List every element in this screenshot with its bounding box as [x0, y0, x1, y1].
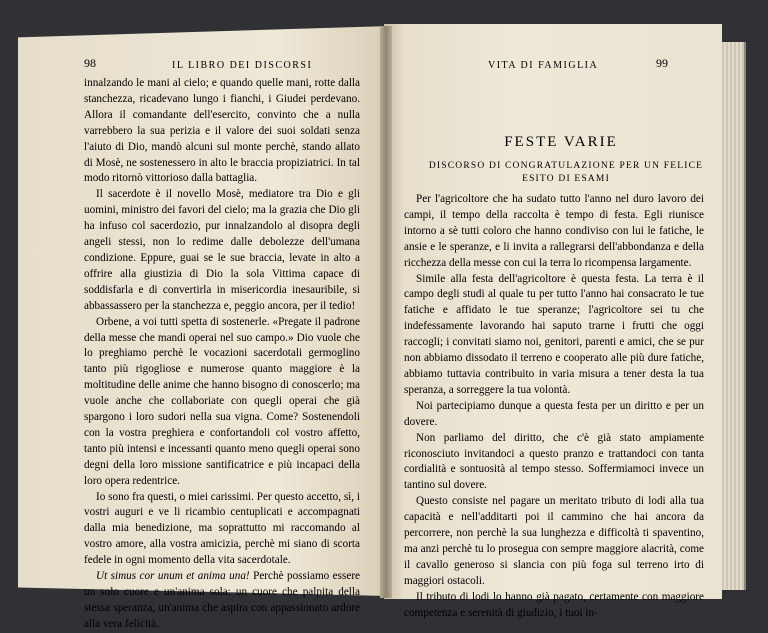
- right-paragraph: Il tributo di lodi lo hanno già pagato, certamente con maggiore competenza e serenità di giudizio, i tuoi in-: [404, 590, 704, 619]
- left-page-number: 98: [84, 56, 96, 70]
- right-page-number: 99: [656, 56, 668, 70]
- right-paragraph: Questo consiste nel pagare un meritato tributo di lodi alla tua capacità e nell'additarti poi il cammino che hai ancora da percorrere, non perchè la sua lunghezza e difficoltà ti spaventino, ma anzi perchè tu lo prosegua con sempre maggiore alacrità, come il cavallo generoso si slancia con più foga sul terreno irto di maggiori ostacoli.: [404, 495, 704, 587]
- left-paragraph: Il sacerdote è il novello Mosè, mediatore tra Dio e gli uomini, ministro dei favori del cielo; ma la grazia che Dio gli ha infuso col sacerdozio, pur innalzandolo al disopra degli angeli stessi, non lo redime dalle debolezze dell'umana condizione. Eppure, guai se le sue braccia, levate in alto a offrire alla giustizia di Dio la sola Vittima capace di soddisfarla e di convertirla in misericordia inesauribile, si abbassassero per la stanchezza e, peggio ancora, per il tedio!: [84, 188, 360, 312]
- page-stack-edge: [722, 42, 746, 590]
- book-gutter: [380, 26, 392, 598]
- left-paragraph: Io sono fra questi, o miei carissimi. Per questo accetto, sì, i vostri auguri e ve li ricambio centuplicati e accompagnati dalla mia benedizione, ma soprattutto mi raccomando al vostro amore, alla vostra amicizia, perchè mi siano di scorta fedele in ogni momento della vita sacerdotale.: [84, 490, 360, 567]
- left-paragraph: Orbene, a voi tutti spetta di sostenerle. «Pregate il padrone della messe che mandi operai nel suo campo.» Dio vuole che lo preghiamo perchè le vocazioni sacerdotali germoglino tanto più rigogliose e numerose quanto maggiore è la moltitudine delle anime che hanno bisogno di conoscerlo; ma vuole anche che collaboriate con quegli operai che già spargono i loro sudori nella sua vigna. Come? Sostenendoli con la vostra preghiera e confortandoli col vostro affetto, tanto più intensi e incessanti quanto meno quegli operai sono degni della loro missione santificatrice e più incapaci della loro opera redentrice.: [84, 315, 360, 487]
- left-last-paragraph-text: Perchè possiamo essere un solo cuore e un'anima sola: un cuore che palpita della stessa speranza, un'anima che aspira con appassionato ardore alla vera felicità.: [84, 570, 361, 630]
- latin-quote: Ut simus cor unum et anima una!: [96, 570, 250, 583]
- left-running-head: IL LIBRO DEI DISCORSI: [172, 60, 313, 71]
- right-paragraph: Non parliamo del diritto, che c'è già stato ampiamente riconosciuto invitandoci a questo pranzo e trattandoci con tanta cordialità e sontuosità al tempo stesso. Soffermiamoci invece un tantino sul dovere.: [404, 431, 704, 492]
- left-paragraph: innalzando le mani al cielo; e quando quelle mani, rotte dalla stanchezza, ricadevano lungo i fianchi, i Giudei perdevano. Allora il comandante dell'esercito, convinto che a nulla varrebbero la sua perizia e il valore dei suoi soldati senza l'aiuto di Dio, mandò alcuni sul monte perchè, stando allato di Mosè, ne sostenessero in alto le braccia propiziatrici. In tal modo ritornò vittorioso dalla battaglia.: [84, 77, 360, 185]
- right-paragraph: Simile alla festa dell'agricoltore è questa festa. La terra è il campo degli studi al quale tu per tutto l'anno hai consacrato le tue fatiche e affidato le tue speranze; l'agricoltore sei tu che indefessamente lavorando hai saputo trarne i frutti che oggi raccogli; i convitati siamo noi, genitori, parenti e amici, che se pur non abbiamo dissodato il terreno e cooperato alle più dure fatiche, abbiamo tuttavia contribuito in varia misura a tener desta la tua speranza, a sorreggere la tua volontà.: [404, 272, 704, 396]
- right-paragraph: Noi partecipiamo dunque a questa festa per un diritto e per un dovere.: [404, 399, 704, 428]
- right-page-body: [404, 192, 704, 621]
- left-page-body: [84, 76, 360, 633]
- left-last-paragraph: [84, 569, 360, 633]
- open-book: [8, 14, 746, 630]
- speech-subtitle: DISCORSO DI CONGRATULAZIONE PER UN FELICE ESITO DI ESAMI: [428, 161, 704, 184]
- section-title: FESTE VARIE: [504, 134, 618, 150]
- right-running-head: VITA DI FAMIGLIA: [488, 60, 599, 71]
- right-paragraph: Per l'agricoltore che ha sudato tutto l'anno nel duro lavoro dei campi, il tempo della raccolta è tempo di festa. Egli riunisce intorno a sè tutti coloro che hanno condiviso con lui le fatiche, le ansie e le speranze, e li invita a rallegrarsi dell'abbondanza e della ricchezza della messe con cui la terra lo ricompensa largamente.: [404, 193, 704, 269]
